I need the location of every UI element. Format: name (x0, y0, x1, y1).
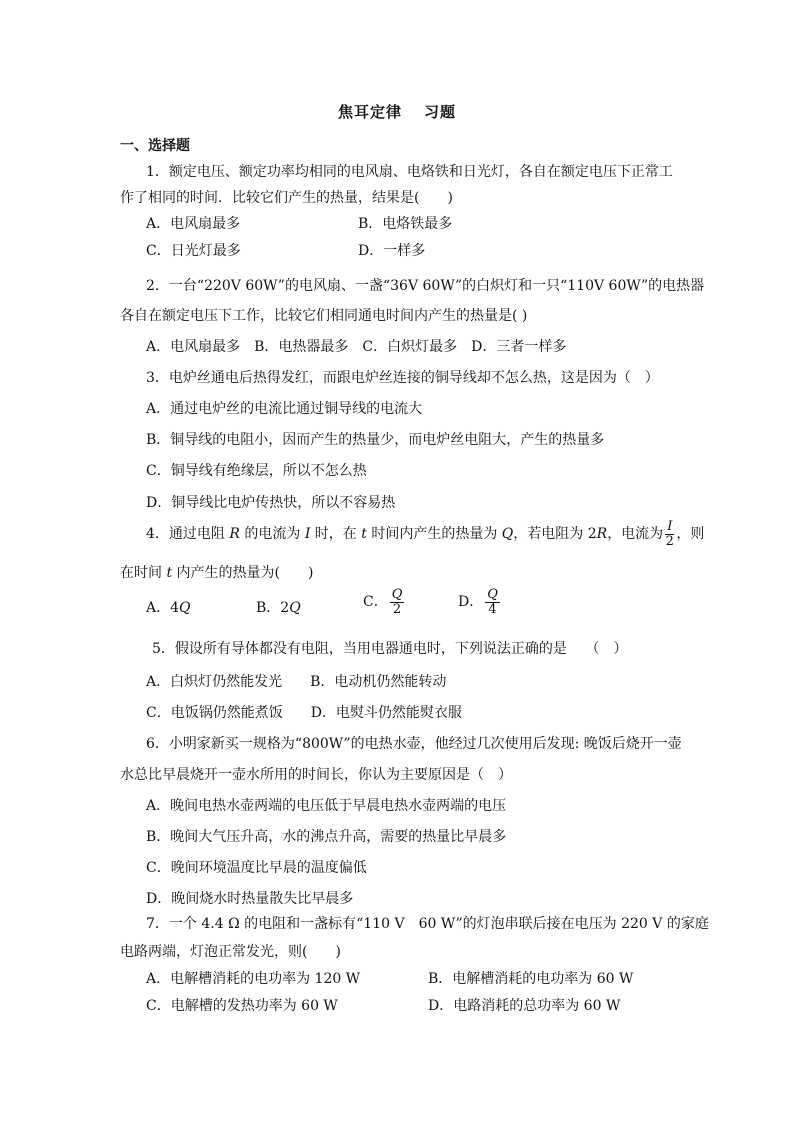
title-main: 焦耳定律 (337, 103, 402, 121)
fraction-denominator: 2 (665, 533, 674, 549)
q1-option-c: C．日光灯最多 (146, 243, 241, 259)
q7-option-d: D．电路消耗的总功率为 60 W (428, 998, 621, 1014)
q4-option-d (458, 588, 502, 616)
q4-var: R (596, 526, 608, 543)
fraction-numerator: I (667, 519, 673, 534)
q4-text: ，电流为 (607, 526, 664, 543)
q3-option-b: B．铜导线的电阻小，因而产生的热量少，而电炉丝电阻大，产生的热量多 (146, 432, 605, 448)
q6-option-c: C．晚间环境温度比早晨的温度偏低 (146, 860, 367, 876)
option-label: A．4 (146, 600, 180, 616)
q4-current-fraction (665, 520, 674, 548)
q3-stem: 3．电炉丝通电后热得发红，而跟电炉丝连接的铜导线却不怎么热，这是因为（ ） (146, 370, 659, 386)
q6-stem-line1: 6．小明家新买一规格为“800W”的电热水壶，他经过几次使用后发现: 晚饭后烧开一壶 (146, 736, 682, 752)
q4-option-d-fraction (485, 588, 500, 616)
q5-options-ab: A．白炽灯仍然能发光 B．电动机仍然能转动 (146, 674, 447, 690)
q2-stem-line2: 各自在额定电压下工作，比较它们相同通电时间内产生的热量是( ) (120, 308, 528, 324)
q4-stem-line1 (146, 520, 704, 548)
q4-option-a (146, 597, 191, 617)
q4-var: I (304, 526, 311, 543)
q4-text: 时，在 (310, 526, 362, 543)
fraction-denominator: 4 (488, 601, 497, 617)
section-heading: 一、选择题 (120, 138, 190, 154)
q6-option-b: B．晚间大气压升高，水的沸点升高，需要的热量比早晨多 (146, 829, 507, 845)
q4-text: 时间内产生的热量为 (366, 526, 502, 543)
q7-stem-line2: 电路两端，灯泡正常发光，则( ) (120, 944, 341, 960)
q1-option-a: A．电风扇最多 (146, 216, 241, 232)
q1-stem-line2: 作了相同的时间．比较它们产生的热量，结果是( ) (120, 190, 453, 206)
q4-var: Q (179, 600, 191, 616)
q7-option-a: A．电解槽消耗的电功率为 120 W (146, 971, 361, 987)
option-label: B．2 (256, 600, 290, 616)
q4-stem-line2 (120, 562, 313, 582)
q5-stem: 5．假设所有导体都没有电阻，当用电器通电时，下列说法正确的是 （ ） (152, 641, 628, 657)
q6-stem-line2: 水总比早晨烧开一壶水所用的时间长，你认为主要原因是（ ） (120, 767, 512, 783)
q4-text: ，若电阻为 2 (513, 526, 597, 543)
q2-options: A．电风扇最多 B．电热器最多 C．白炽灯最多 D．三者一样多 (146, 339, 567, 355)
q4-var: t (166, 565, 173, 581)
fraction-numerator: Q (391, 587, 403, 602)
title-sub: 习题 (424, 103, 457, 121)
q4-text: 内产生的热量为( ) (172, 565, 314, 581)
q3-option-c: C．铜导线有绝缘层，所以不怎么热 (146, 463, 367, 479)
q7-option-b: B．电解槽消耗的电功率为 60 W (428, 971, 634, 987)
q4-option-b (256, 597, 301, 617)
q1-option-d: D．一样多 (358, 243, 426, 259)
page-title (0, 101, 794, 122)
q7-stem-line1: 7．一个 4.4 Ω 的电阻和一盏标有“110 V 60 W”的灯泡串联后接在电压为 220 V 的家庭 (146, 916, 709, 932)
fraction-numerator: Q (487, 587, 498, 602)
q5-options-cd: C．电饭锅仍然能煮饭 D．电熨斗仍然能熨衣服 (146, 705, 462, 721)
q4-text: 的电流为 (239, 526, 305, 543)
option-label: D． (458, 594, 484, 611)
q4-var: Q (501, 526, 514, 543)
q6-option-d: D．晚间烧水时热量散失比早晨多 (146, 891, 354, 907)
option-label: C． (363, 594, 388, 611)
q6-option-a: A．晚间电热水壶两端的电压低于早晨电热水壶两端的电压 (146, 798, 507, 814)
q7-option-c: C．电解槽的发热功率为 60 W (146, 998, 338, 1014)
q4-option-c-fraction (390, 588, 405, 616)
fraction-denominator: 2 (392, 601, 402, 617)
q3-option-a: A．通过电炉丝的电流比通过铜导线的电流大 (146, 401, 423, 417)
q4-var: R (229, 526, 240, 543)
q4-var: Q (289, 600, 301, 616)
q4-text: 在时间 (120, 565, 167, 581)
q3-option-d: D．铜导线比电炉传热快，所以不容易热 (146, 495, 396, 511)
q1-stem-line1: 1．额定电压、额定功率均相同的电风扇、电烙铁和日光灯，各自在额定电压下正常工 (146, 164, 673, 180)
q4-var: t (361, 526, 367, 543)
q1-option-b: B．电烙铁最多 (358, 216, 453, 232)
q2-stem-line1: 2．一台“220V 60W”的电风扇、一盏“36V 60W”的白炽灯和一只“110V 60W”的电热器 (146, 278, 705, 294)
q4-text: 4．通过电阻 (146, 526, 230, 543)
q4-option-c (363, 588, 406, 616)
q4-text: ，则 (676, 526, 705, 543)
